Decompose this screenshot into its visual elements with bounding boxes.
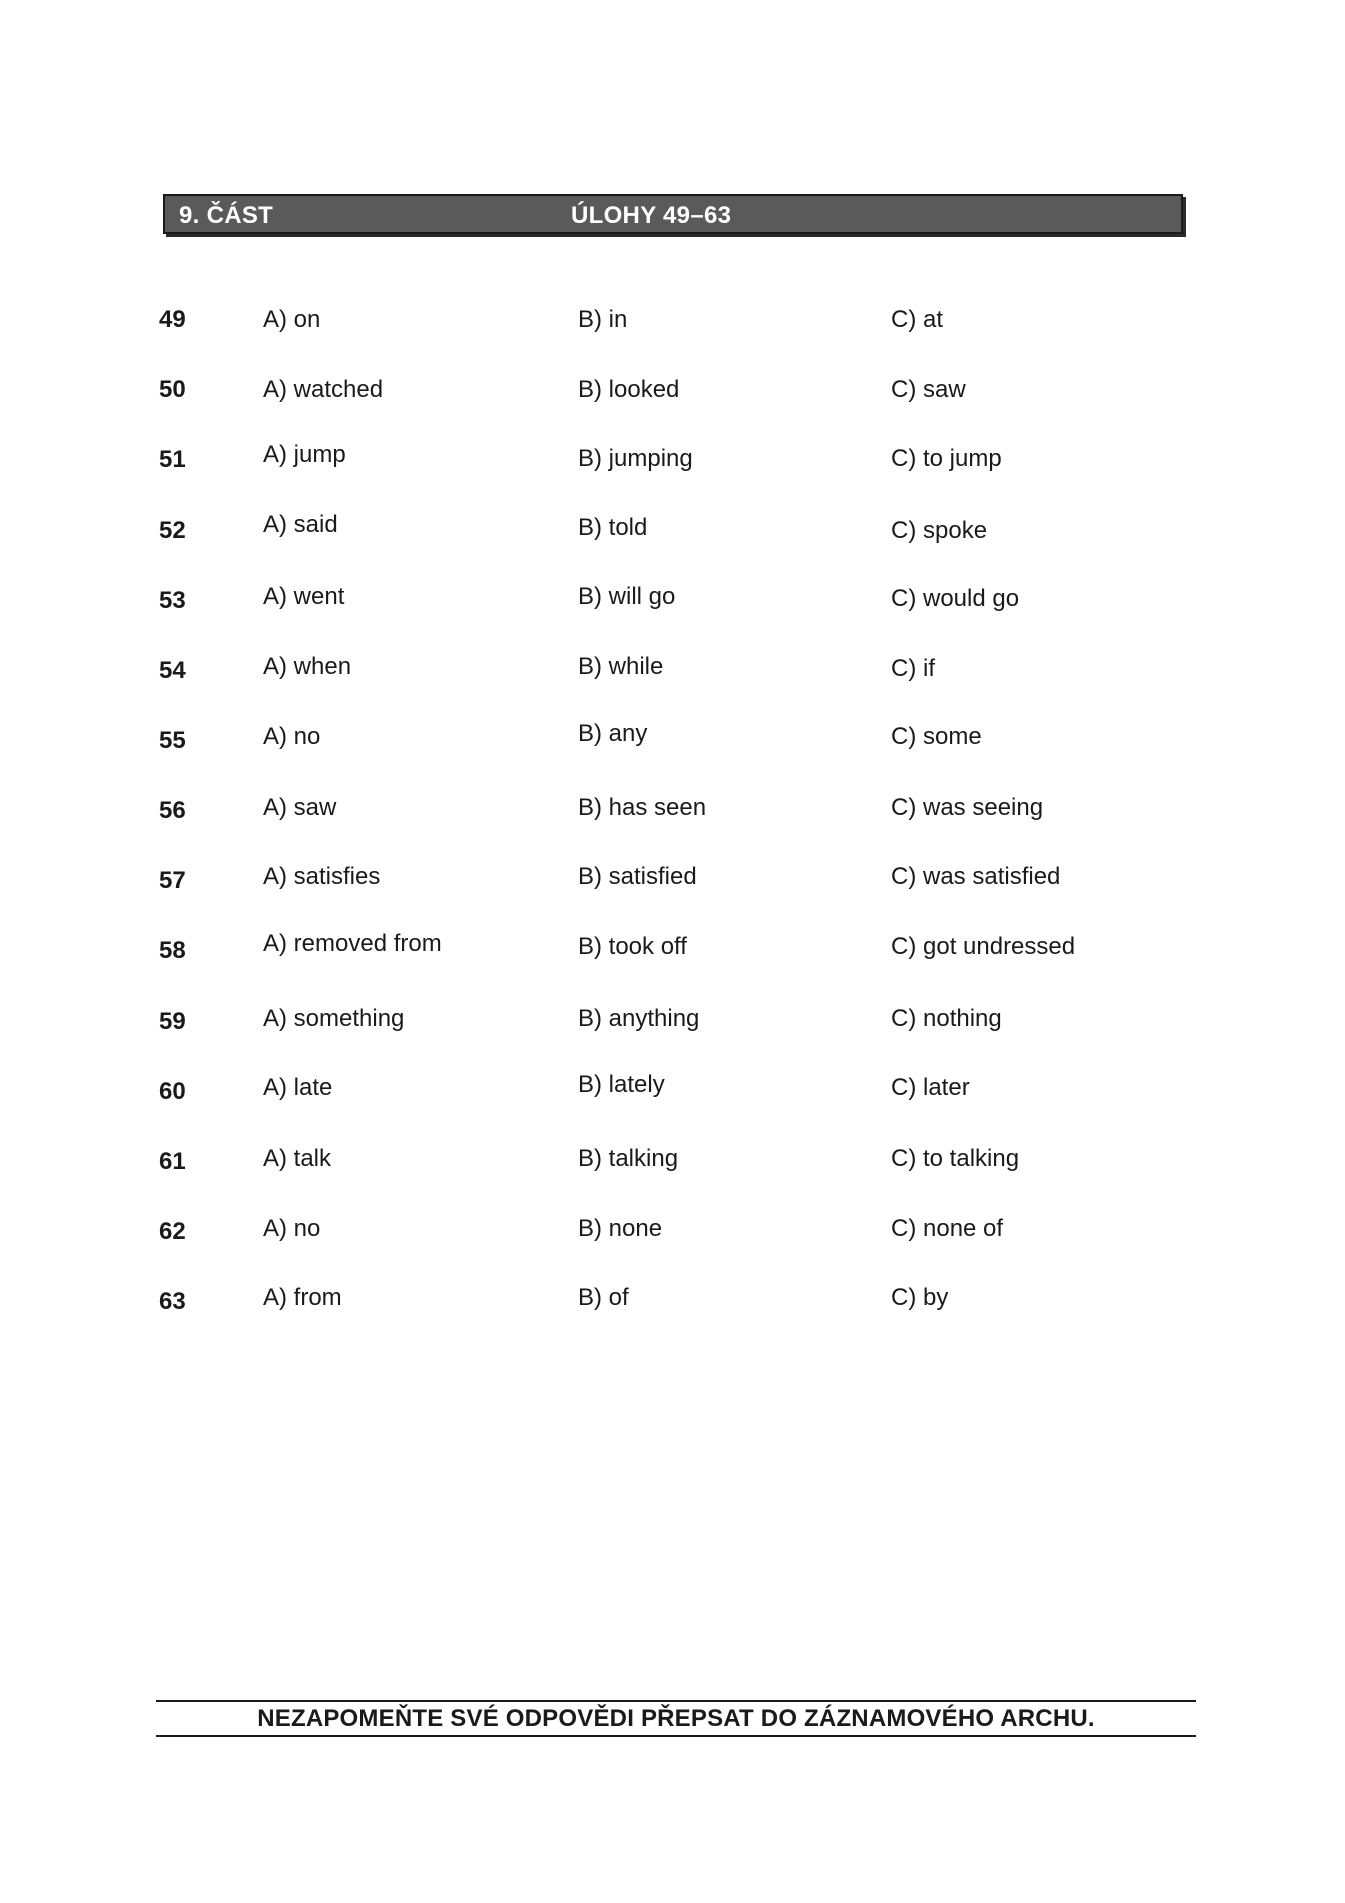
- option-a: A) jump: [263, 441, 346, 468]
- footer-divider-top: [156, 1700, 1196, 1702]
- option-b: B) anything: [578, 1005, 700, 1032]
- option-c: C) none of: [891, 1215, 1004, 1242]
- question-row-55: [0, 720, 1345, 767]
- question-row-49: [0, 306, 1345, 346]
- option-b: B) in: [578, 306, 628, 333]
- question-row-50: [0, 376, 1345, 416]
- option-b: B) talking: [578, 1145, 679, 1172]
- option-b: B) told: [578, 514, 648, 541]
- option-c: C) got undressed: [891, 933, 1076, 960]
- question-number: 53: [159, 587, 186, 614]
- question-number: 49: [159, 306, 186, 333]
- option-a: A) removed from: [263, 930, 442, 957]
- option-c: C) saw: [891, 376, 966, 403]
- option-c: C) spoke: [891, 517, 988, 544]
- option-c: C) was seeing: [891, 794, 1044, 821]
- section-tasks-label: ÚLOHY 49–63: [571, 202, 732, 229]
- option-a: A) something: [263, 1005, 405, 1032]
- question-row-59: [0, 1005, 1345, 1048]
- option-b: B) jumping: [578, 445, 693, 472]
- question-number: 60: [159, 1078, 186, 1105]
- question-row-63: [0, 1284, 1345, 1328]
- question-row-61: [0, 1145, 1345, 1188]
- option-b: B) looked: [578, 376, 680, 403]
- option-b: B) satisfied: [578, 863, 697, 890]
- question-row-57: [0, 863, 1345, 907]
- option-c: C) some: [891, 723, 982, 750]
- question-number: 57: [159, 867, 186, 894]
- option-b: B) has seen: [578, 794, 707, 821]
- question-number: 52: [159, 517, 186, 544]
- option-c: C) would go: [891, 585, 1020, 612]
- option-a: A) saw: [263, 794, 337, 821]
- question-number: 55: [159, 727, 186, 754]
- option-c: C) by: [891, 1284, 949, 1311]
- question-number: 63: [159, 1288, 186, 1315]
- option-a: A) watched: [263, 376, 384, 403]
- question-number: 51: [159, 446, 186, 473]
- question-number: 54: [159, 657, 186, 684]
- question-number: 59: [159, 1008, 186, 1035]
- option-c: C) was satisfied: [891, 863, 1061, 890]
- option-b: B) any: [578, 720, 648, 747]
- option-a: A) said: [263, 511, 338, 538]
- question-row-58: [0, 930, 1345, 977]
- option-a: A) satisfies: [263, 863, 381, 890]
- option-a: A) late: [263, 1074, 333, 1101]
- question-number: 61: [159, 1148, 186, 1175]
- question-number: 50: [159, 376, 186, 403]
- option-b: B) none: [578, 1215, 663, 1242]
- footer-divider-bottom: [156, 1735, 1196, 1737]
- option-a: A) on: [263, 306, 321, 333]
- option-c: C) nothing: [891, 1005, 1002, 1032]
- question-row-54: [0, 653, 1345, 697]
- option-a: A) went: [263, 583, 345, 610]
- option-c: C) at: [891, 306, 944, 333]
- option-b: B) took off: [578, 933, 687, 960]
- section-header-bar: [163, 194, 1183, 234]
- question-row-62: [0, 1215, 1345, 1258]
- footer-reminder: NEZAPOMEŇTE SVÉ ODPOVĚDI PŘEPSAT DO ZÁZNAMOVÉHO ARCHU.: [257, 1705, 1095, 1732]
- option-b: B) will go: [578, 583, 676, 610]
- question-row-60: [0, 1071, 1345, 1118]
- option-a: A) talk: [263, 1145, 332, 1172]
- question-row-53: [0, 583, 1345, 627]
- option-b: B) of: [578, 1284, 629, 1311]
- question-row-51: [0, 441, 1345, 486]
- option-a: A) no: [263, 1215, 321, 1242]
- option-c: C) if: [891, 655, 935, 682]
- option-b: B) while: [578, 653, 664, 680]
- question-row-52: [0, 511, 1345, 557]
- option-a: A) when: [263, 653, 352, 680]
- option-c: C) later: [891, 1074, 970, 1101]
- question-number: 58: [159, 937, 186, 964]
- option-a: A) from: [263, 1284, 342, 1311]
- option-a: A) no: [263, 723, 321, 750]
- question-number: 62: [159, 1218, 186, 1245]
- option-b: B) lately: [578, 1071, 665, 1098]
- question-row-56: [0, 794, 1345, 837]
- section-part-label: 9. ČÁST: [179, 202, 274, 229]
- option-c: C) to talking: [891, 1145, 1020, 1172]
- option-c: C) to jump: [891, 445, 1002, 472]
- question-number: 56: [159, 797, 186, 824]
